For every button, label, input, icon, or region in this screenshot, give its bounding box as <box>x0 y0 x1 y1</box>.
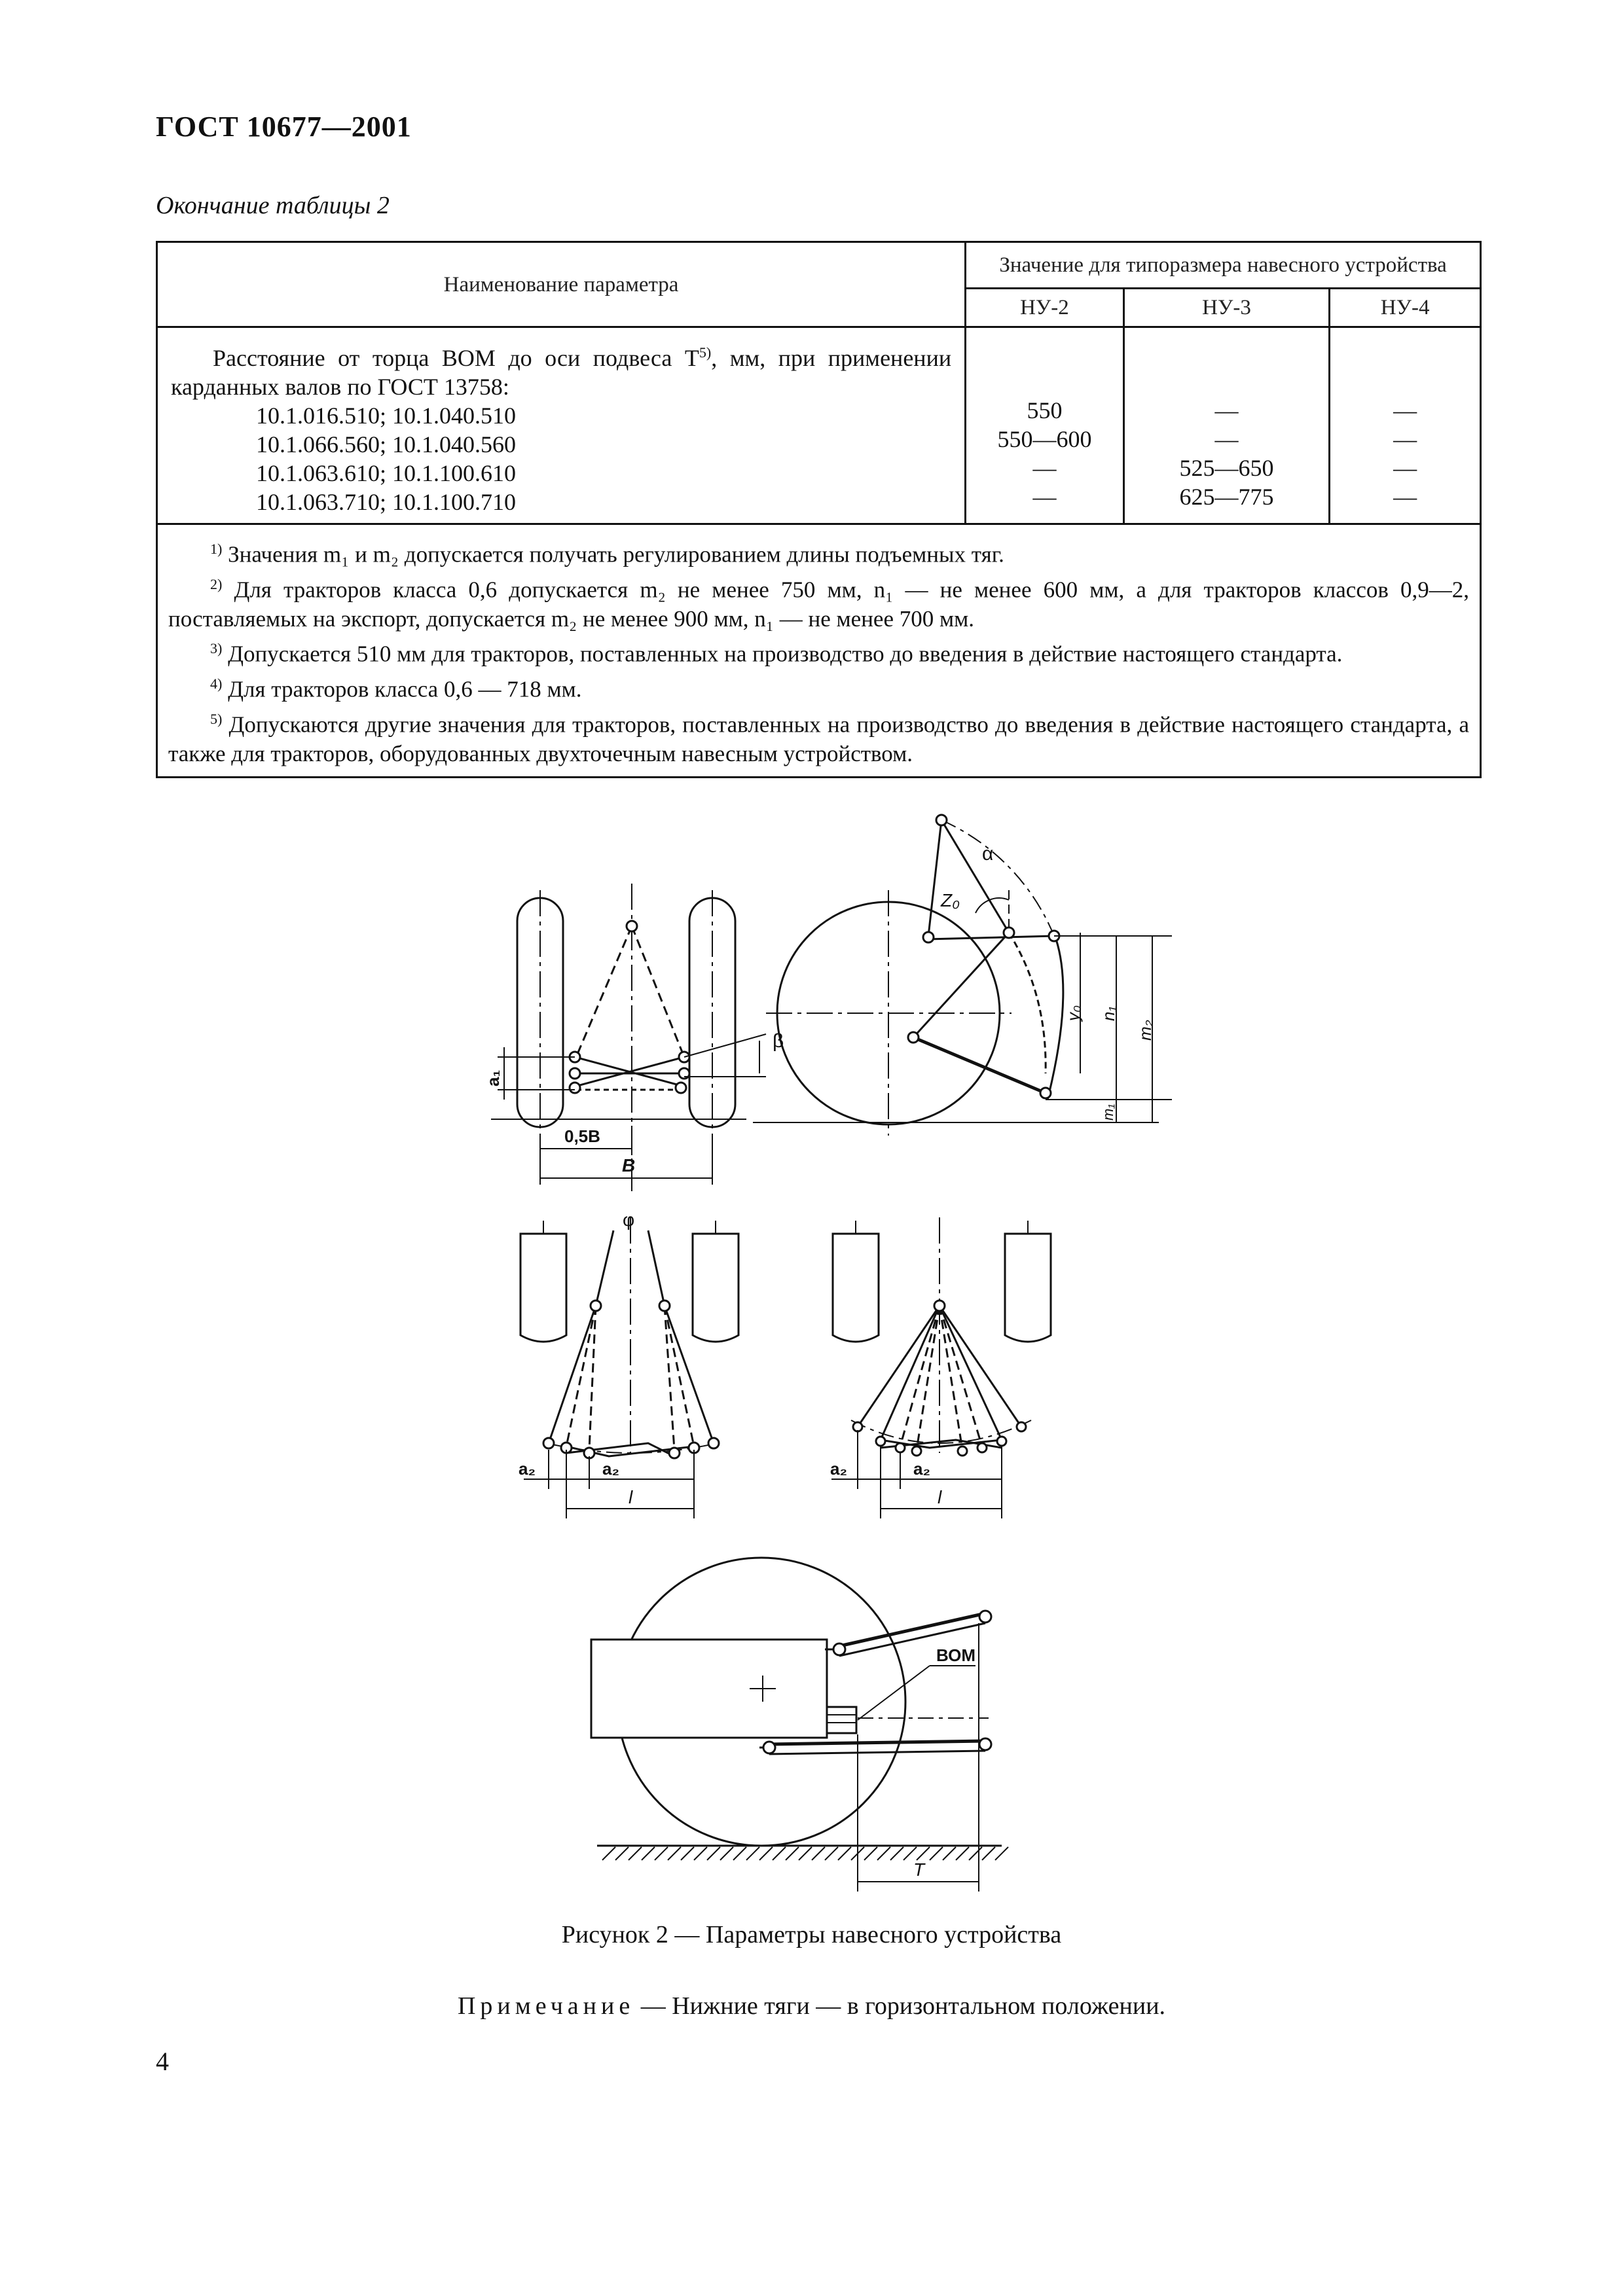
value: — <box>1214 397 1239 423</box>
hatch-line <box>642 1847 655 1860</box>
value: — <box>1393 455 1417 481</box>
value: 625—775 <box>1179 484 1274 510</box>
hatch-line <box>720 1847 733 1860</box>
label-a1: a₁ <box>483 1069 503 1086</box>
footnote: $^{1)}$ Значения m₁ и m₂ допускается получать регулированием длины подъемных тяг. <box>210 541 1004 567</box>
hatch-line <box>812 1847 825 1860</box>
label-a2: a₂ <box>602 1459 620 1479</box>
hatch-line <box>681 1847 694 1860</box>
rear-view-diagram <box>483 884 784 1191</box>
value: 525—650 <box>1179 455 1274 481</box>
pto-side-view-diagram <box>591 1558 1008 1892</box>
hatch-line <box>825 1847 838 1860</box>
hatch-line <box>629 1847 642 1860</box>
hatch-line <box>668 1847 681 1860</box>
label-l: l <box>938 1487 942 1507</box>
hatch-line <box>799 1847 812 1860</box>
value: — <box>1032 484 1057 510</box>
hatch-line <box>943 1847 956 1860</box>
value: — <box>1214 426 1239 452</box>
label-m2: m₂ <box>1135 1020 1155 1041</box>
label-half-b: 0,5B <box>564 1126 600 1146</box>
footnote: $^{5)}$ Допускаются другие значения для тракторов, поставленных на производство до введения в действие настоящего стандарта, а также для тракторов, оборудованных двухточечным навесным устройством. <box>168 710 1469 767</box>
hatch-line <box>759 1847 773 1860</box>
hatch-line <box>995 1847 1008 1860</box>
shaft-code: 10.1.016.510; 10.1.040.510 <box>256 403 517 429</box>
label-alpha: α <box>982 843 994 865</box>
shaft-code: 10.1.066.560; 10.1.040.560 <box>256 431 517 457</box>
hatch-line <box>982 1847 995 1860</box>
hatch-line <box>773 1847 786 1860</box>
value: 550 <box>1027 397 1063 423</box>
header-value: Значение для типоразмера навесного устройства <box>966 242 1481 289</box>
label-m1: m₁ <box>1100 1103 1116 1121</box>
left-wheel <box>520 1234 566 1342</box>
hatch-line <box>969 1847 982 1860</box>
param-description: Расстояние от торца ВОМ до оси подвеса $Т^{5)}$, мм, при применении карданных валов по ГОСТ 13758: <box>171 344 952 400</box>
footnote: $^{2)}$ Для тракторов класса 0,6 допускается m₂ не менее 750 мм, n₁ — не менее 600 мм, а для тракторов классов 0,9—2, поставляемых на экспорт, допускается m₂ не менее 900 мм, n₁ — не менее 700 мм. <box>168 575 1470 632</box>
label-phi: φ <box>623 1210 635 1230</box>
hatch-line <box>956 1847 969 1860</box>
value: — <box>1393 397 1417 423</box>
hatch-line <box>890 1847 903 1860</box>
label-b: B <box>622 1155 636 1175</box>
label-a2: a₂ <box>830 1459 848 1479</box>
hatch-line <box>694 1847 707 1860</box>
header-size-nu3: НУ-3 <box>1123 289 1330 327</box>
hatch-line <box>917 1847 930 1860</box>
pto-shaft <box>827 1707 856 1733</box>
value: — <box>1393 484 1417 510</box>
header-param-name: Наименование параметра <box>157 242 966 327</box>
footnote: $^{4)}$ Для тракторов класса 0,6 — 718 мм. <box>210 675 582 702</box>
label-n1: n₁ <box>1099 1006 1118 1021</box>
value: — <box>1032 455 1057 481</box>
figure-caption: Рисунок 2 — Параметры навесного устройства <box>561 1921 1062 1948</box>
hatch-line <box>602 1847 615 1860</box>
side-view-diagram <box>753 815 1172 1136</box>
left-wheel <box>833 1234 879 1342</box>
hatch-line <box>786 1847 799 1860</box>
value: — <box>1393 426 1417 452</box>
value: 550—600 <box>997 426 1092 452</box>
hatch-line <box>746 1847 759 1860</box>
ground-hatching <box>602 1847 1008 1860</box>
hatch-line <box>838 1847 851 1860</box>
tractor-body <box>591 1640 827 1738</box>
standard-number: ГОСТ 10677—2001 <box>156 111 412 143</box>
shaft-code: 10.1.063.710; 10.1.100.710 <box>256 489 517 515</box>
label-beta: β <box>773 1030 784 1052</box>
label-a2: a₂ <box>519 1459 536 1479</box>
page-number: 4 <box>156 2047 169 2076</box>
label-vom: ВОМ <box>936 1645 976 1665</box>
label-y0: y₀ <box>1063 1005 1083 1021</box>
hatch-line <box>615 1847 629 1860</box>
figure-note: Примечание — Нижние тяги — в горизонтальном положении. <box>457 1992 1166 2020</box>
label-l: l <box>629 1487 633 1507</box>
table-continuation-title: Окончание таблицы 2 <box>156 192 390 219</box>
swing-view-single-diagram <box>830 1217 1051 1518</box>
swing-view-diagram <box>519 1210 739 1518</box>
footnote: $^{3)}$ Допускается 510 мм для тракторов, поставленных на производство до введения в действие настоящего стандарта. <box>210 640 1343 667</box>
hatch-line <box>864 1847 877 1860</box>
header-size-nu4: НУ-4 <box>1330 289 1481 327</box>
right-wheel <box>1005 1234 1051 1342</box>
hatch-line <box>733 1847 746 1860</box>
right-wheel <box>693 1234 739 1342</box>
hatch-line <box>655 1847 668 1860</box>
header-size-nu2: НУ-2 <box>966 289 1124 327</box>
hatch-line <box>930 1847 943 1860</box>
hatch-line <box>877 1847 890 1860</box>
label-z0: Z₀ <box>941 890 960 910</box>
hatch-line <box>707 1847 720 1860</box>
label-a2: a₂ <box>913 1459 931 1479</box>
label-t: T <box>913 1859 925 1880</box>
hatch-line <box>903 1847 917 1860</box>
shaft-code: 10.1.063.610; 10.1.100.610 <box>256 460 517 486</box>
